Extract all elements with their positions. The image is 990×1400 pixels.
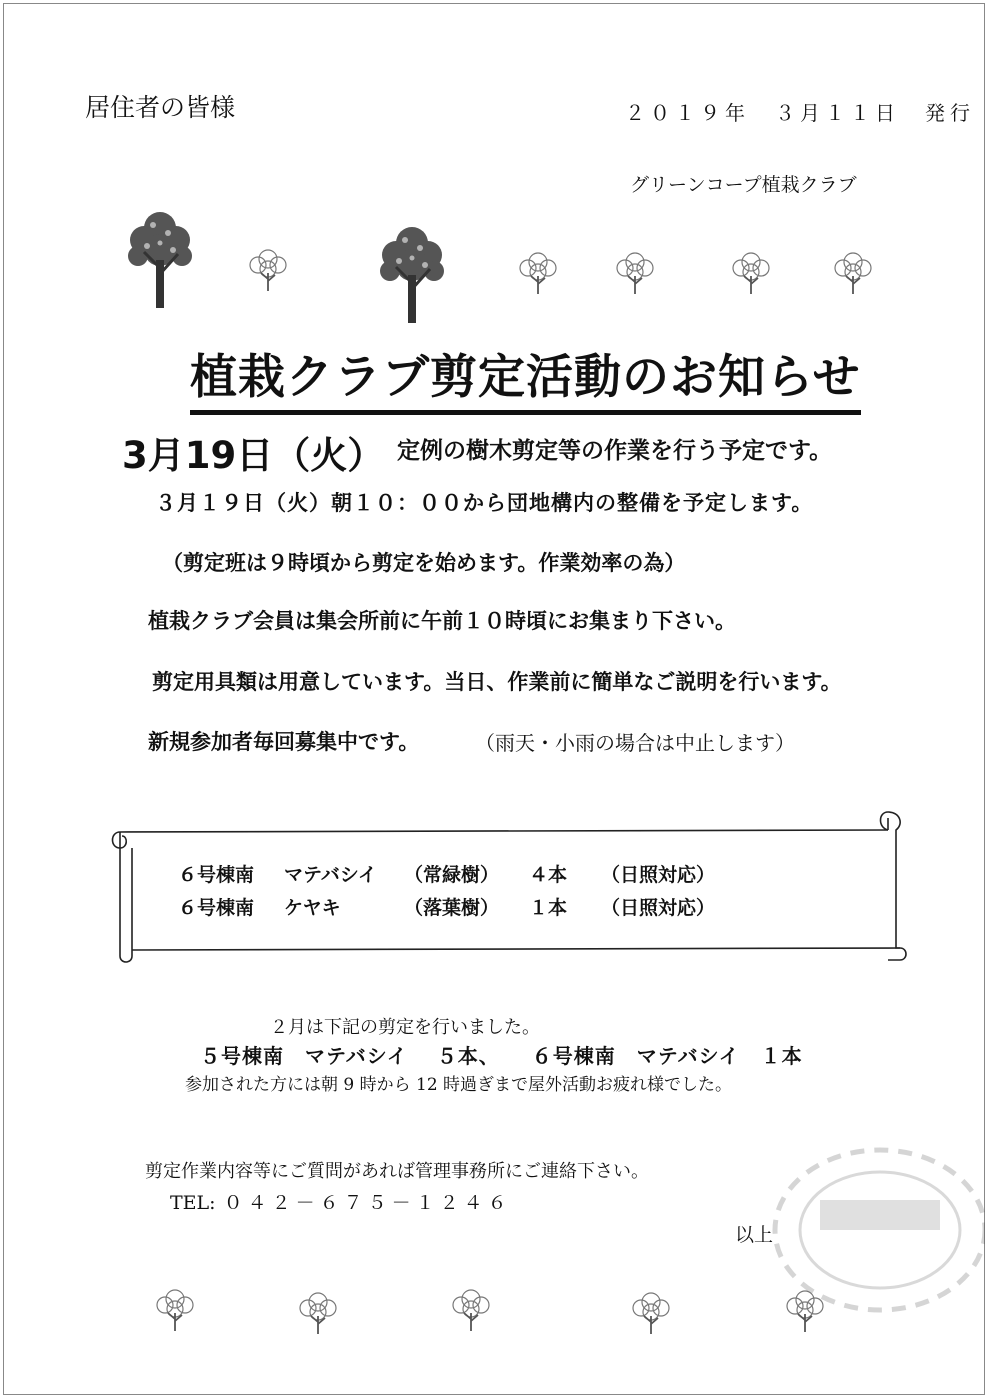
recruitment-note: 新規参加者毎回募集中です。	[148, 730, 420, 754]
reason-cell: （日照対応）	[601, 864, 716, 886]
type-cell: （常緑樹）	[404, 864, 500, 886]
phone-number: ０４２－６７５－１２４６	[223, 1192, 512, 1214]
pruning-plan-row	[178, 860, 715, 887]
small-tree-icon	[728, 248, 774, 296]
small-tree-icon	[448, 1285, 494, 1333]
recipient: 居住者の皆様	[85, 93, 236, 122]
phone-label: TEL:	[170, 1192, 216, 1214]
tools-note: 剪定用具類は用意しています。当日、作業前に簡単なご説明を行います。	[152, 670, 842, 694]
closing: 以上	[735, 1224, 774, 1246]
meeting-instruction: 植栽クラブ会員は集会所前に午前１０時頃にお集まり下さい。	[148, 609, 736, 633]
small-tree-icon	[245, 245, 291, 293]
february-intro: ２月は下記の剪定を行いました。	[270, 1017, 540, 1038]
small-tree-icon	[515, 248, 561, 296]
tree-cell: マテバシイ	[284, 864, 377, 886]
type-cell: （落葉樹）	[404, 897, 500, 919]
event-date: 3月19日（火）	[122, 434, 385, 477]
tree-icon	[372, 215, 452, 327]
pruning-plan-row	[178, 893, 715, 920]
building-cell: ６号棟南	[178, 864, 255, 886]
count-cell: １本	[529, 897, 568, 919]
count-cell: ４本	[529, 864, 568, 886]
issuer: グリーンコープ植栽クラブ	[630, 174, 857, 196]
small-tree-icon	[830, 248, 876, 296]
event-summary: 定例の樹木剪定等の作業を行う予定です。	[397, 438, 833, 464]
small-tree-icon	[782, 1286, 828, 1334]
reason-cell: （日照対応）	[601, 897, 716, 919]
february-pruning-record: ５号棟南 マテバシイ ５本、 ６号棟南 マテバシイ １本	[200, 1044, 803, 1068]
small-tree-icon	[628, 1288, 674, 1336]
february-thanks: 参加された方には朝 9 時から 12 時過ぎまで屋外活動お疲れ様でした。	[185, 1075, 733, 1095]
scroll-banner	[108, 808, 908, 968]
building-cell: ６号棟南	[178, 897, 255, 919]
contact-text: 剪定作業内容等にご質問があれば管理事務所にご連絡下さい。	[145, 1161, 649, 1182]
tree-cell: ケヤキ	[284, 897, 341, 919]
small-tree-icon	[295, 1288, 341, 1336]
phone-line	[170, 1188, 512, 1215]
small-tree-icon	[612, 248, 658, 296]
pruning-team-note: （剪定班は９時頃から剪定を始めます。作業効率の為）	[162, 551, 686, 575]
issue-date: ２０１９年 ３月１１日 発行	[625, 101, 975, 125]
small-tree-icon	[152, 1285, 198, 1333]
notice-title: 植栽クラブ剪定活動のお知らせ	[190, 340, 861, 415]
tree-icon	[120, 200, 200, 312]
schedule-line: ３月１９日（火）朝１０：００から団地構内の整備を予定します。	[155, 491, 814, 515]
rain-note: （雨天・小雨の場合は中止します）	[475, 731, 795, 755]
